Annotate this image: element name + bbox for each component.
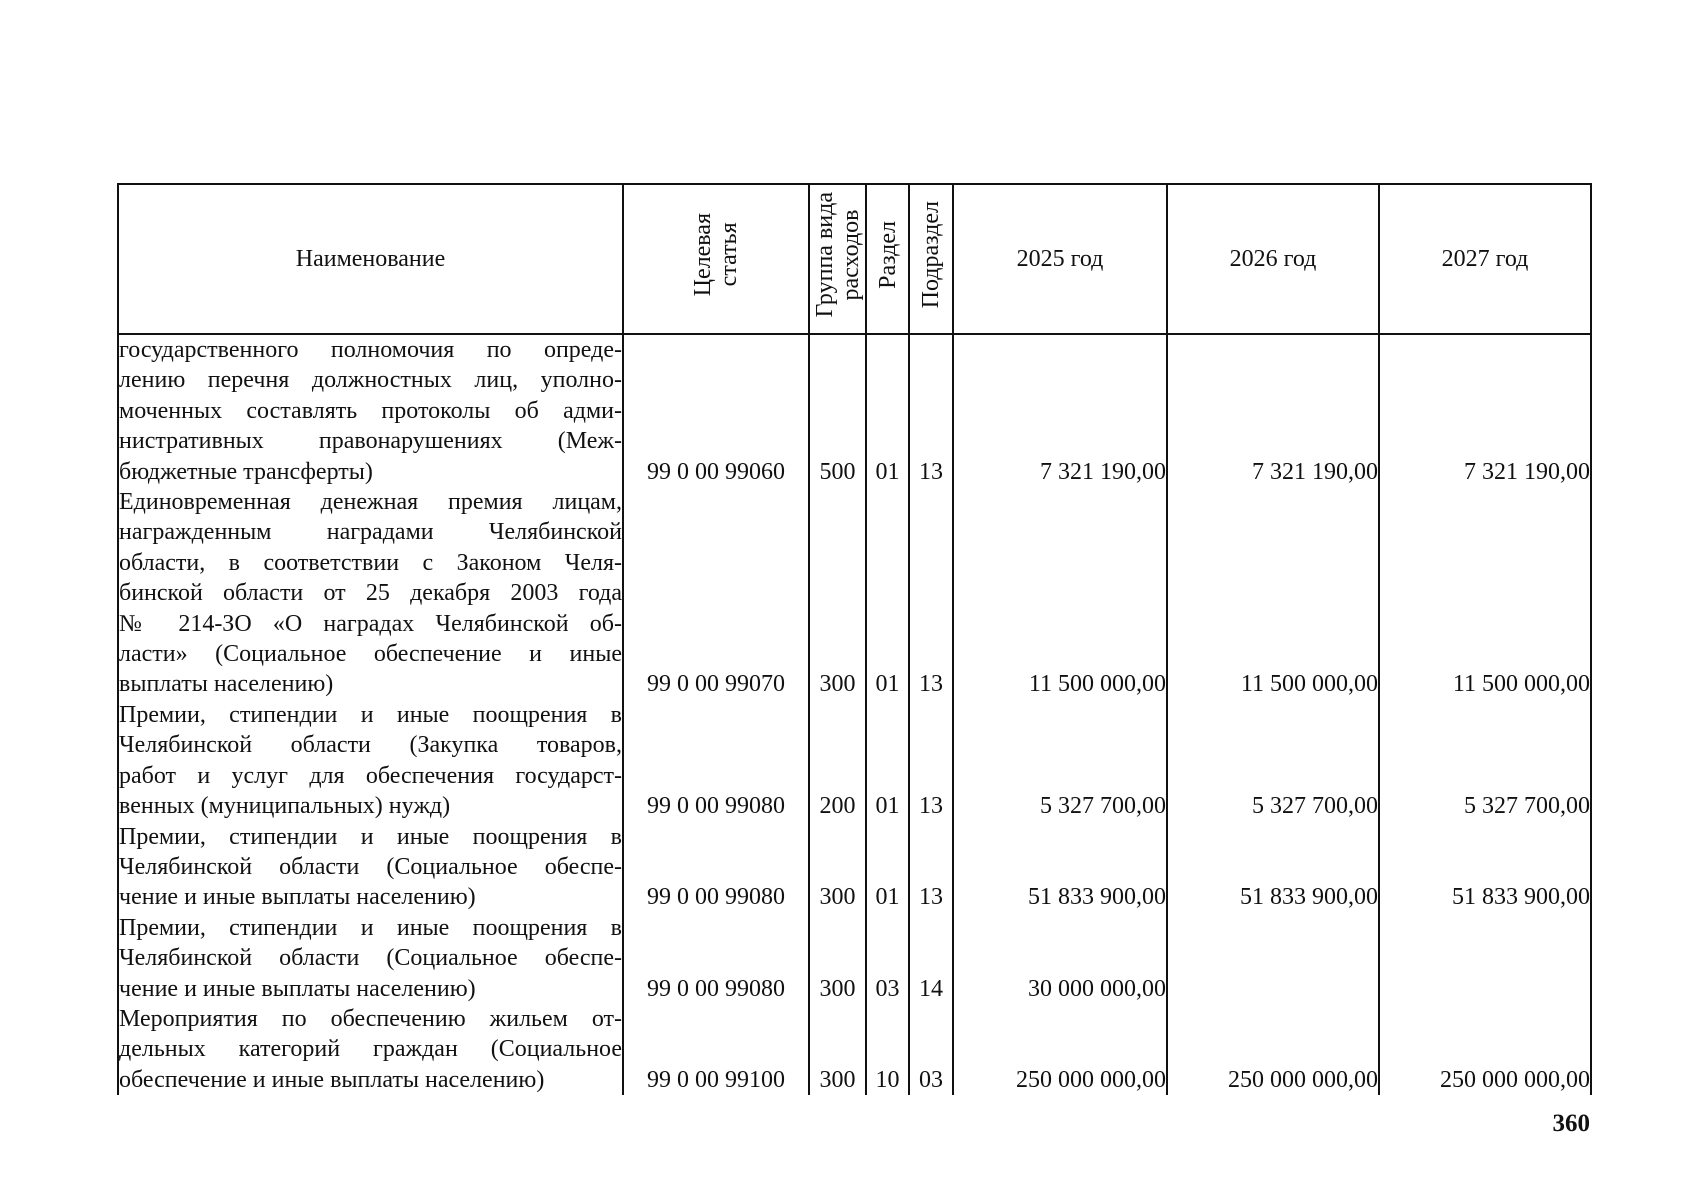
name-line: обеспечение и иные выплаты населению) — [119, 1066, 545, 1093]
amount-2027-cell: 250 000 000,00 — [1379, 1004, 1591, 1095]
target-article-cell: 99 0 00 99080 — [623, 913, 809, 1004]
expense-group-cell: 300 — [809, 822, 866, 913]
amount-2027-cell: 5 327 700,00 — [1379, 700, 1591, 822]
target-article-cell: 99 0 00 99100 — [623, 1004, 809, 1095]
header-target-article — [623, 184, 809, 334]
table-body — [118, 334, 1591, 1095]
table-row — [118, 913, 1591, 1004]
expense-group-cell: 300 — [809, 487, 866, 700]
name-line: моченных составлять протоколы об адми- — [119, 397, 622, 424]
budget-table — [117, 183, 1592, 1095]
subsection-cell: 03 — [909, 1004, 953, 1095]
target-article-cell: 99 0 00 99070 — [623, 487, 809, 700]
amount-2025-cell: 51 833 900,00 — [953, 822, 1167, 913]
amount-2025-cell: 11 500 000,00 — [953, 487, 1167, 700]
table-row — [118, 1004, 1591, 1095]
expense-group-cell: 300 — [809, 913, 866, 1004]
amount-2026-cell: 250 000 000,00 — [1167, 1004, 1379, 1095]
amount-2025-cell: 7 321 190,00 — [953, 334, 1167, 487]
subsection-cell: 13 — [909, 334, 953, 487]
name-cell — [118, 913, 623, 1004]
header-2026: 2026 год — [1167, 184, 1379, 334]
amount-2026-cell: 51 833 900,00 — [1167, 822, 1379, 913]
name-line: Челябинской области (Закупка товаров, — [119, 732, 622, 759]
name-line: Премии, стипендии и иные поощрения в — [119, 823, 622, 850]
expense-group-cell: 500 — [809, 334, 866, 487]
section-cell: 10 — [866, 1004, 909, 1095]
name-line: Челябинской области (Социальное обеспе- — [119, 945, 622, 972]
subsection-cell: 13 — [909, 700, 953, 822]
header-expense-group — [809, 184, 866, 334]
name-cell — [118, 334, 623, 487]
name-line: чение и иные выплаты населению) — [119, 884, 476, 911]
name-line: венных (муниципальных) нужд) — [119, 793, 451, 820]
section-cell: 01 — [866, 334, 909, 487]
header-subsection — [909, 184, 953, 334]
amount-2026-cell: 7 321 190,00 — [1167, 334, 1379, 487]
expense-group-cell: 300 — [809, 1004, 866, 1095]
section-cell: 03 — [866, 913, 909, 1004]
expense-group-cell: 200 — [809, 700, 866, 822]
name-line: дельных категорий граждан (Социальное — [119, 1036, 622, 1063]
amount-2026-cell: 11 500 000,00 — [1167, 487, 1379, 700]
subsection-cell: 13 — [909, 487, 953, 700]
name-line: лению перечня должностных лиц, уполно- — [119, 367, 622, 394]
header-2027: 2027 год — [1379, 184, 1591, 334]
amount-2026-cell: 5 327 700,00 — [1167, 700, 1379, 822]
name-cell — [118, 822, 623, 913]
name-cell — [118, 1004, 623, 1095]
name-line: Премии, стипендии и иные поощрения в — [119, 914, 622, 941]
amount-2026-cell — [1167, 913, 1379, 1004]
page-number: 360 — [1552, 1110, 1590, 1137]
header-section-label: Раздел — [874, 220, 901, 289]
table-row — [118, 487, 1591, 700]
name-line: нистративных правонарушениях (Меж- — [119, 428, 622, 455]
subsection-cell: 13 — [909, 822, 953, 913]
name-line: выплаты населению) — [119, 671, 334, 698]
name-line: ласти» (Социальное обеспечение и иные — [119, 641, 622, 668]
target-article-cell: 99 0 00 99080 — [623, 822, 809, 913]
name-line: Челябинской области (Социальное обеспе- — [119, 853, 622, 880]
section-cell: 01 — [866, 700, 909, 822]
header-row — [118, 184, 1591, 334]
name-line: работ и услуг для обеспечения государст- — [119, 762, 622, 789]
name-line: награжденным наградами Челябинской — [119, 519, 622, 546]
name-line: № 214-ЗО «О наградах Челябинской об- — [119, 610, 622, 637]
amount-2025-cell: 30 000 000,00 — [953, 913, 1167, 1004]
amount-2027-cell: 7 321 190,00 — [1379, 334, 1591, 487]
amount-2025-cell: 5 327 700,00 — [953, 700, 1167, 822]
target-article-cell: 99 0 00 99080 — [623, 700, 809, 822]
name-line: Премии, стипендии и иные поощрения в — [119, 701, 622, 728]
header-target-article-label: Целевая статья — [690, 213, 742, 297]
name-line: чение и иные выплаты населению) — [119, 975, 476, 1002]
section-cell: 01 — [866, 487, 909, 700]
name-line: Единовременная денежная премия лицам, — [119, 489, 622, 516]
amount-2027-cell — [1379, 913, 1591, 1004]
name-line: Мероприятия по обеспечению жильем от- — [119, 1005, 622, 1032]
name-line: государственного полномочия по опреде- — [119, 337, 622, 363]
name-line: бинской области от 25 декабря 2003 года — [119, 580, 622, 607]
name-cell — [118, 487, 623, 700]
header-subsection-label: Подраздел — [918, 201, 944, 309]
name-line: области, в соответствии с Законом Челя- — [119, 549, 622, 576]
name-cell — [118, 700, 623, 822]
header-name: Наименование — [118, 184, 623, 334]
section-cell: 01 — [866, 822, 909, 913]
amount-2027-cell: 11 500 000,00 — [1379, 487, 1591, 700]
table-row — [118, 334, 1591, 487]
header-2025: 2025 год — [953, 184, 1167, 334]
amount-2025-cell: 250 000 000,00 — [953, 1004, 1167, 1095]
header-section — [866, 184, 909, 334]
amount-2027-cell: 51 833 900,00 — [1379, 822, 1591, 913]
name-line: бюджетные трансферты) — [119, 458, 373, 485]
target-article-cell: 99 0 00 99060 — [623, 334, 809, 487]
table-row — [118, 700, 1591, 822]
table-row — [118, 822, 1591, 913]
subsection-cell: 14 — [909, 913, 953, 1004]
header-expense-group-label: Группа вида расходов — [811, 192, 864, 318]
